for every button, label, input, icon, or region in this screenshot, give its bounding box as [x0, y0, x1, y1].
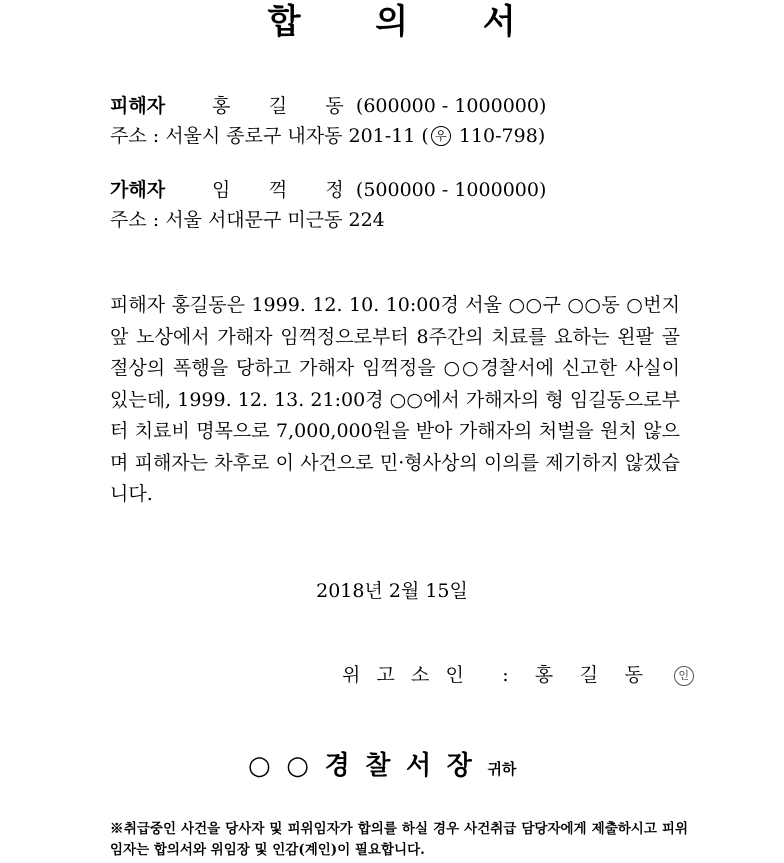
- addressee-honorific: 귀하: [487, 760, 517, 778]
- seal-icon: 인: [674, 666, 694, 686]
- offender-name: 임 꺽 정: [212, 179, 360, 201]
- offender-id-number: (500000 - 1000000): [355, 179, 547, 201]
- signatory-line: [342, 660, 694, 687]
- victim-address: [110, 121, 546, 151]
- offender-address: [110, 205, 546, 235]
- victim-address-part1: 서울시 종로구 내자동 201-11 (: [165, 125, 429, 147]
- victim-address-part2: 110-798): [452, 125, 546, 147]
- addressee-line: [248, 745, 516, 782]
- victim-id-number: (600000 - 1000000): [355, 95, 547, 117]
- victim-name: 홍 길 동: [212, 95, 360, 117]
- victim-role-label: 피해자: [110, 95, 166, 117]
- offender-address-text: 서울 서대문구 미근동 224: [165, 209, 385, 231]
- footnote: ※취급중인 사건을 당사자 및 피위임자가 합의를 하실 경우 사건취급 담당자에게 제출하시고 피위임자는 합의서와 위임장 및 인감(계인)이 필요합니다.: [110, 821, 688, 858]
- document-date: 2018년 2월 15일: [316, 580, 468, 602]
- victim-address-label: 주소 :: [110, 125, 166, 147]
- title-char-2: 의: [375, 2, 409, 42]
- signatory-name: 홍길동: [534, 664, 670, 686]
- signatory-label: 위고소인 :: [342, 664, 525, 686]
- offender-block: [110, 175, 546, 235]
- police-station-chief: ○○경찰서장: [248, 751, 488, 781]
- title-char-1: 합: [267, 2, 302, 42]
- postal-mark-icon: 우: [431, 126, 451, 146]
- victim-block: [110, 91, 546, 151]
- agreement-body: 피해자 홍길동은 1999. 12. 10. 10:00경 서울 ○○구 ○○동 ○번지 앞 노상에서 가해자 임꺽정으로부터 8주간의 치료를 요하는 왼팔 골절상의 폭행을 당하고 가해자 임꺽정을 ○○경찰서에 신고한 사실이 있는데, 1999. 12. 13. 21:00경 ○○에서 가해자의 형 임길동으로부터 치료비 명목으로 7,000,000원을 받아 가해자의 처벌을 원치 않으며 피해자는 차후로 이 사건으로 민·형사상의 이의를 제기하지 않겠습니다.: [110, 294, 680, 505]
- offender-role-label: 가해자: [110, 179, 166, 201]
- title-char-3: 서: [482, 2, 517, 42]
- document-title: [0, 0, 784, 43]
- offender-address-label: 주소 :: [110, 209, 166, 231]
